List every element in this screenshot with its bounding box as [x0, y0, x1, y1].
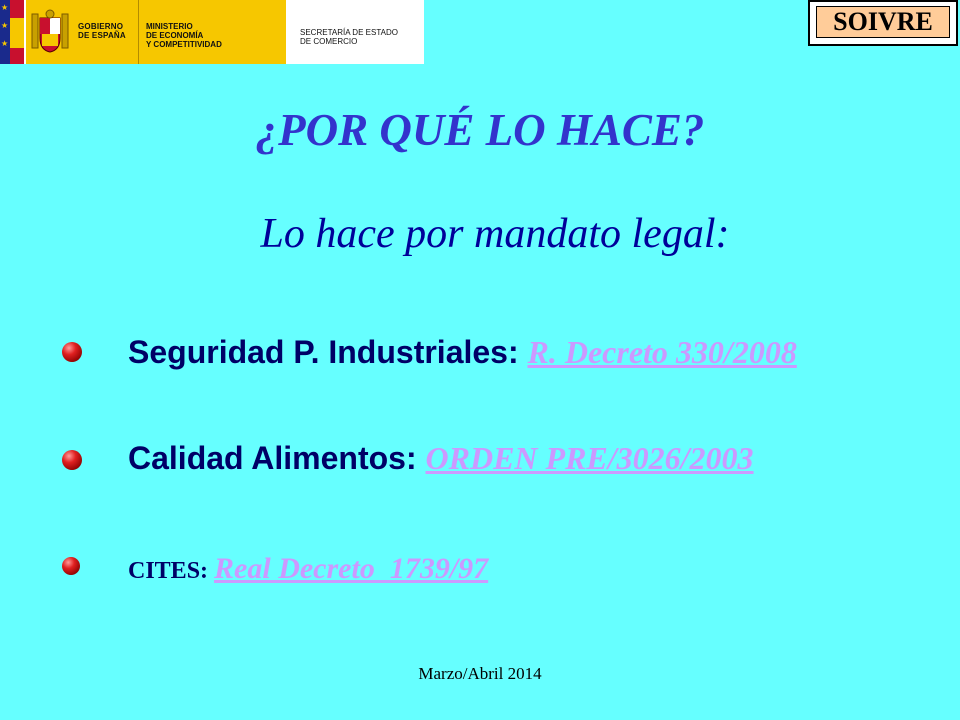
coat-of-arms-icon	[30, 8, 70, 56]
government-logo-band	[0, 0, 424, 64]
link-decreto-330[interactable]: R. Decreto 330/2008	[527, 334, 797, 370]
ministerio-label: MINISTERIO DE ECONOMÍA Y COMPETITIVIDAD	[146, 22, 222, 49]
bullet-icon	[62, 557, 80, 575]
eu-spain-flag-icon: ★ ★ ★	[0, 0, 24, 64]
list-item-label: Calidad Alimentos:	[128, 440, 417, 476]
list-item-label: Seguridad P. Industriales:	[128, 334, 519, 370]
list-item-label: CITES:	[128, 558, 209, 584]
bullet-icon	[62, 342, 82, 362]
link-real-decreto-1739[interactable]: Real Decreto 1739/97	[214, 552, 489, 585]
link-orden-pre[interactable]: ORDEN PRE/3026/2003	[425, 440, 754, 476]
bullet-icon	[62, 450, 82, 470]
slide-title: ¿POR QUÉ LO HACE?	[255, 105, 705, 155]
divider	[138, 0, 139, 64]
list-item-cites	[128, 552, 488, 586]
slide-subtitle: Lo hace por mandato legal:	[260, 211, 730, 257]
soivre-label: SOIVRE	[816, 6, 950, 38]
list-item-calidad	[128, 440, 754, 477]
secretaria-label: SECRETARÍA DE ESTADO DE COMERCIO	[300, 28, 398, 46]
gobierno-label: GOBIERNO DE ESPAÑA	[78, 22, 126, 40]
slide-footer-date: Marzo/Abril 2014	[418, 664, 542, 683]
list-item-seguridad	[128, 334, 797, 371]
soivre-badge[interactable]	[808, 0, 958, 46]
